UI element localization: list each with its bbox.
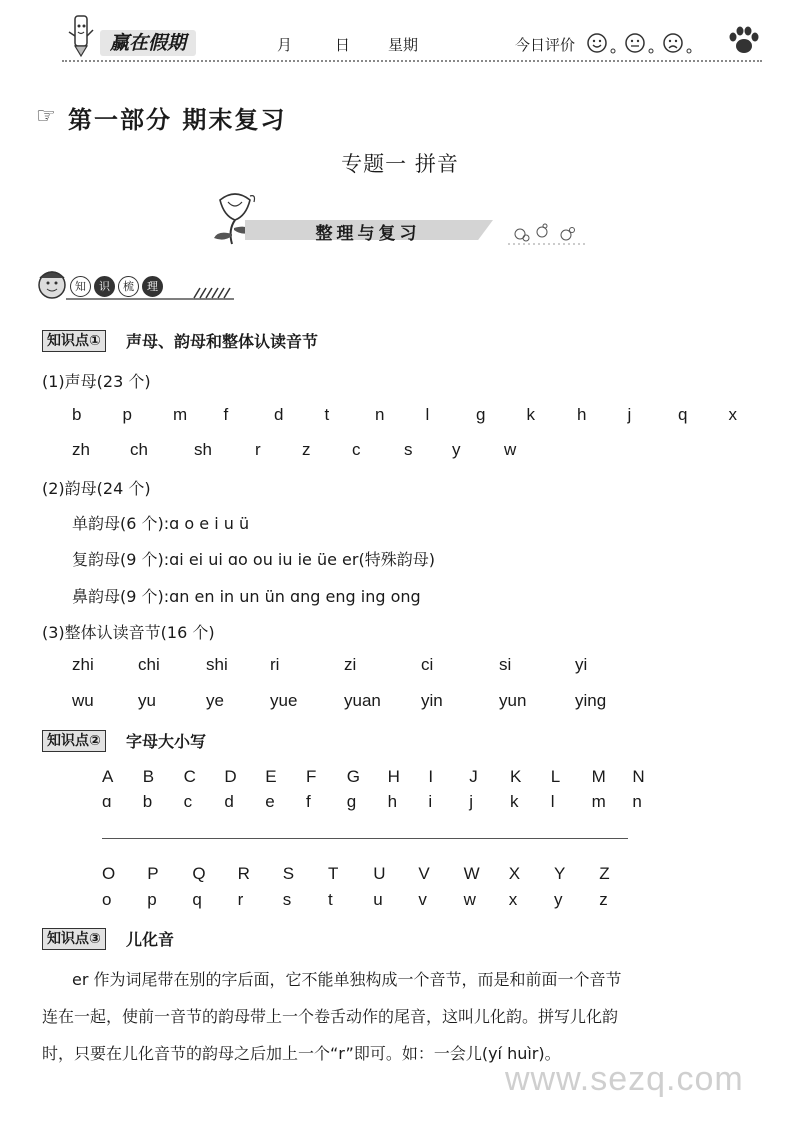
erhua-paragraph-line-3: 时，只要在儿化音节的韵母之后加上一个“r”即可。如：一会儿(yí huìr)。 (42, 1044, 561, 1063)
lowercase-row-2 (102, 890, 662, 912)
knowledge-point-3-title: 儿化音 (126, 930, 175, 949)
lowercase-row-1 (102, 792, 662, 814)
initial-letter: w (504, 440, 517, 459)
whole-syllable: wu (72, 691, 94, 710)
uppercase-letter: M (591, 767, 606, 786)
initial-letter: r (255, 440, 261, 459)
initial-letter: y (452, 440, 461, 459)
whole-syllables-row-1 (72, 655, 772, 677)
initial-letter: j (627, 405, 632, 424)
rating-faces (585, 31, 725, 55)
whole-syllable: yuan (344, 691, 381, 710)
initial-letter: h (577, 405, 587, 424)
uppercase-letter: P (147, 864, 159, 883)
whole-syllable: shi (206, 655, 228, 674)
uppercase-letter: A (102, 767, 114, 786)
uppercase-letter: O (102, 864, 116, 883)
lowercase-letter: c (183, 792, 193, 811)
uppercase-letter: K (510, 767, 522, 786)
initial-letter: g (476, 405, 486, 424)
initial-letter: m (173, 405, 188, 424)
whole-syllables-heading: (3)整体认读音节(16 个) (42, 623, 215, 642)
uppercase-row-1 (102, 767, 662, 789)
uppercase-letter: L (550, 767, 561, 786)
initials-row-2 (72, 440, 772, 462)
uppercase-letter: V (418, 864, 430, 883)
whole-syllable: ri (270, 655, 280, 674)
lowercase-letter: u (373, 890, 383, 909)
badge-char-4: 理 (142, 276, 163, 297)
lowercase-letter: s (282, 890, 292, 909)
uppercase-letter: Y (554, 864, 566, 883)
whole-syllable: si (499, 655, 512, 674)
lowercase-letter: k (510, 792, 519, 811)
day-label: 日 (335, 36, 351, 54)
knowledge-point-2-title: 字母大小写 (126, 732, 207, 751)
knowledge-combing-badge (36, 268, 236, 302)
banner-title: 整理与复习 (315, 224, 421, 244)
month-label: 月 (277, 36, 293, 54)
lowercase-letter: e (265, 792, 275, 811)
knowledge-point-1-tag: 知识点① (42, 330, 106, 352)
initial-letter: p (122, 405, 132, 424)
initial-letter: x (728, 405, 737, 424)
header-divider (62, 60, 762, 62)
whole-syllable: ye (206, 691, 224, 710)
initial-letter: s (404, 440, 413, 459)
uppercase-letter: B (142, 767, 155, 786)
uppercase-letter: T (328, 864, 339, 883)
uppercase-row-2 (102, 864, 662, 886)
initial-letter: n (375, 405, 385, 424)
uppercase-letter: N (632, 767, 645, 786)
whole-syllable: zi (344, 655, 357, 674)
badge-char-2: 识 (94, 276, 115, 297)
lowercase-letter: ɑ (102, 792, 112, 811)
initial-letter: sh (194, 440, 212, 459)
uppercase-letter: S (282, 864, 295, 883)
lowercase-letter: b (142, 792, 153, 811)
lowercase-letter: v (418, 890, 427, 909)
site-watermark: www.sezq.com (505, 1060, 744, 1098)
topic-title: 专题一 拼音 (341, 152, 459, 176)
brand-logo: 赢在假期 (100, 30, 196, 56)
whole-syllable: yu (138, 691, 156, 710)
uppercase-letter: H (387, 767, 400, 786)
uppercase-letter: R (237, 864, 250, 883)
badge-char-1: 知 (70, 276, 91, 297)
lowercase-letter: i (428, 792, 433, 811)
whole-syllable: yin (421, 691, 443, 710)
single-finals: 单韵母(6 个):ɑ o e i u ü (72, 514, 250, 533)
lowercase-letter: q (192, 890, 202, 909)
uppercase-letter: Z (599, 864, 610, 883)
initial-letter: t (324, 405, 330, 424)
paw-icon (727, 26, 761, 56)
lowercase-letter: y (554, 890, 563, 909)
initial-letter: z (302, 440, 311, 459)
finals-heading: (2)韵母(24 个) (42, 479, 151, 498)
uppercase-letter: U (373, 864, 386, 883)
nasal-finals: 鼻韵母(9 个):ɑn en in un ün ɑng eng ing ong (72, 587, 421, 606)
lowercase-letter: x (508, 890, 518, 909)
lowercase-letter: p (147, 890, 157, 909)
initial-letter: zh (72, 440, 90, 459)
initial-letter: d (274, 405, 284, 424)
lowercase-letter: r (237, 890, 244, 909)
lowercase-letter: j (469, 792, 473, 811)
initial-letter: f (223, 405, 229, 424)
knowledge-point-2-tag: 知识点② (42, 730, 106, 752)
uppercase-letter: X (508, 864, 521, 883)
uppercase-letter: Q (192, 864, 206, 883)
lowercase-letter: h (387, 792, 398, 811)
whole-syllable: yue (270, 691, 298, 710)
uppercase-letter: J (469, 767, 478, 786)
whole-syllables-row-2 (72, 691, 772, 713)
uppercase-letter: F (306, 767, 317, 786)
erhua-paragraph-line-1: er 作为词尾带在别的字后面，它不能单独构成一个音节，而是和前面一个音节 (72, 970, 622, 989)
knowledge-point-1-title: 声母、韵母和整体认读音节 (126, 332, 319, 351)
whole-syllable: zhi (72, 655, 94, 674)
lowercase-letter: z (599, 890, 608, 909)
lowercase-letter: f (306, 792, 311, 811)
uppercase-letter: I (428, 767, 434, 786)
uppercase-letter: G (346, 767, 361, 786)
lowercase-letter: w (463, 890, 476, 909)
whole-syllable: chi (138, 655, 160, 674)
bubbles-decoration (508, 222, 588, 246)
lowercase-letter: d (224, 792, 234, 811)
mascot-icon (66, 14, 96, 58)
whole-syllable: yi (575, 655, 588, 674)
knowledge-point-3-tag: 知识点③ (42, 928, 106, 950)
pointing-hand-icon: ☞ (36, 104, 56, 129)
uppercase-letter: W (463, 864, 480, 883)
rating-label: 今日评价 (515, 36, 576, 54)
whole-syllable: ci (421, 655, 434, 674)
alphabet-divider (102, 838, 628, 839)
initial-letter: b (72, 405, 82, 424)
lowercase-letter: t (328, 890, 333, 909)
erhua-paragraph-line-2: 连在一起，使前一音节的韵母带上一个卷舌动作的尾音，这叫儿化韵。拼写儿化韵 (42, 1007, 619, 1026)
lowercase-letter: m (591, 792, 606, 811)
lowercase-letter: o (102, 890, 112, 909)
whole-syllable: ying (575, 691, 607, 710)
uppercase-letter: E (265, 767, 277, 786)
weekday-label: 星期 (388, 36, 419, 54)
initials-row-1 (72, 405, 772, 427)
initial-letter: c (352, 440, 361, 459)
uppercase-letter: D (224, 767, 237, 786)
whole-syllable: yun (499, 691, 527, 710)
initials-heading: (1)声母(23 个) (42, 372, 151, 391)
initial-letter: ch (130, 440, 148, 459)
lowercase-letter: g (346, 792, 357, 811)
initial-letter: q (678, 405, 688, 424)
lowercase-letter: n (632, 792, 642, 811)
part-title: 第一部分 期末复习 (68, 106, 287, 134)
uppercase-letter: C (183, 767, 196, 786)
compound-finals: 复韵母(9 个):ɑi ei ui ɑo ou iu ie üe er(特殊韵母) (72, 550, 435, 569)
badge-char-3: 梳 (118, 276, 139, 297)
initial-letter: k (526, 405, 535, 424)
initial-letter: l (425, 405, 430, 424)
lowercase-letter: l (550, 792, 555, 811)
